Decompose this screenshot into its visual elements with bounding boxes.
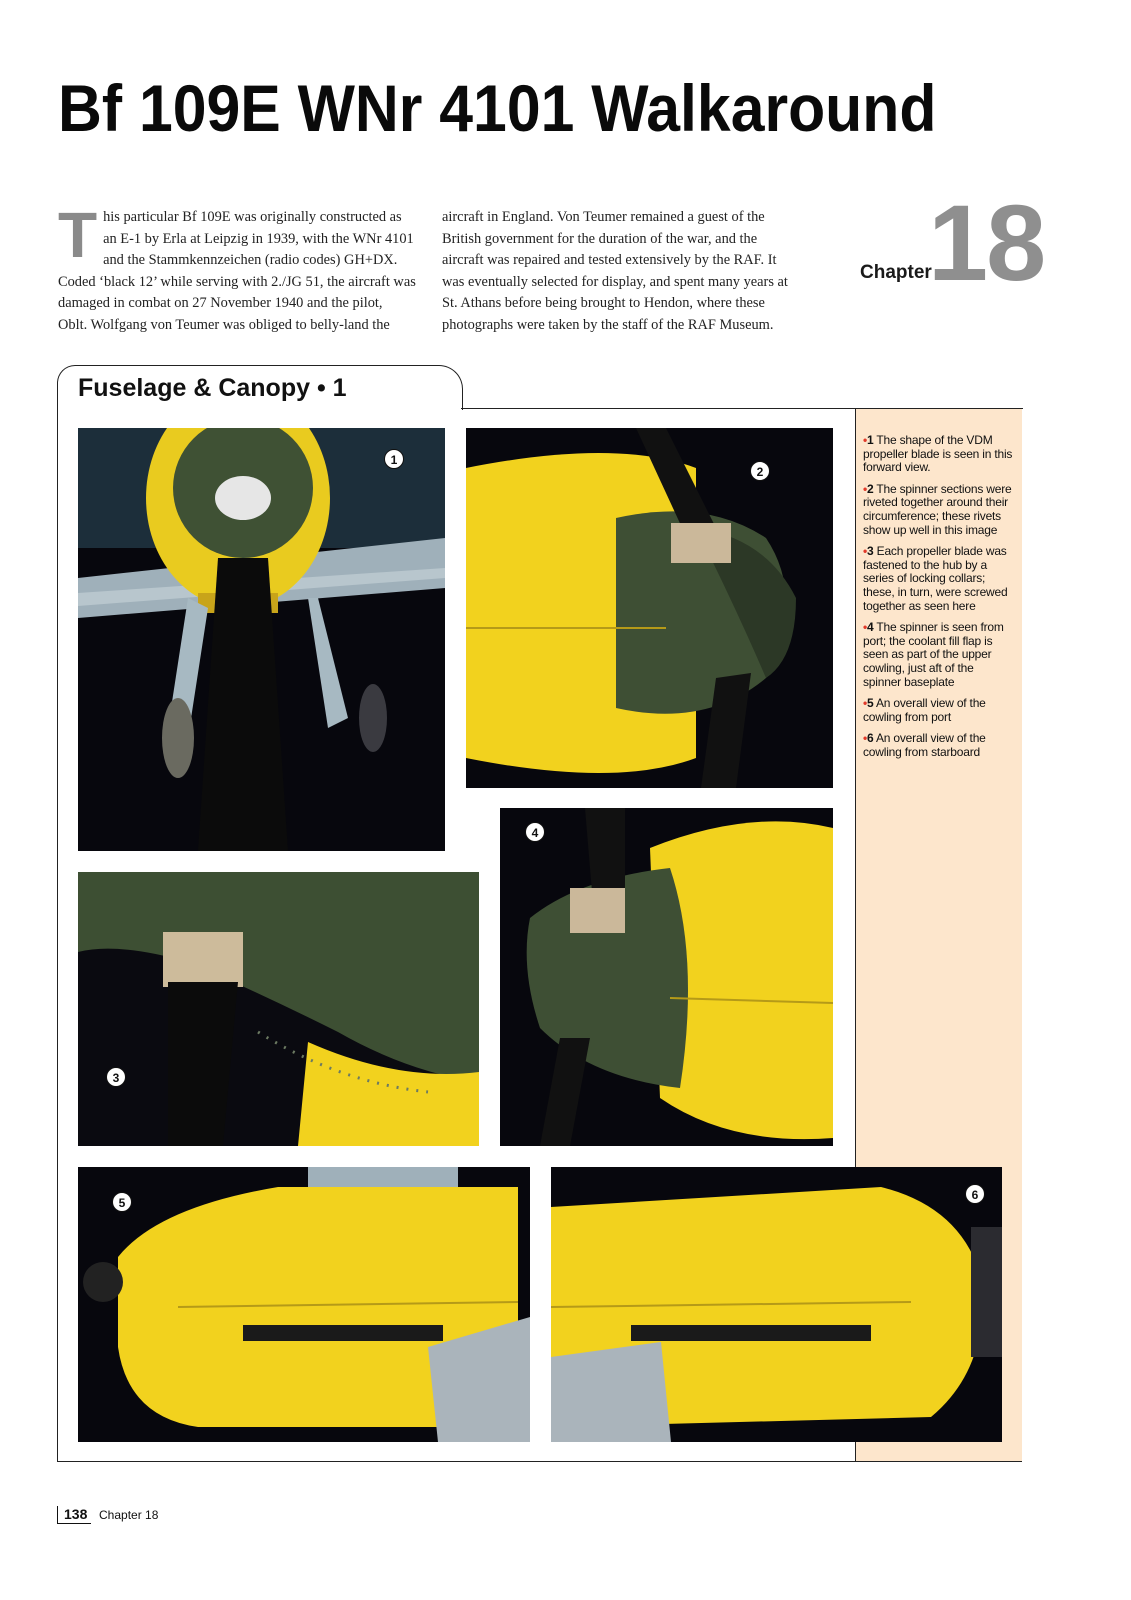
photo-locking-collars-image bbox=[78, 872, 479, 1146]
caption-number: 1 bbox=[867, 433, 874, 447]
intro-line: was eventually selected for display, and spent many years at bbox=[442, 273, 788, 290]
photo-number-badge: 2 bbox=[750, 461, 770, 481]
intro-line: photographs were taken by the staff of the RAF Museum. bbox=[442, 316, 774, 333]
intro-line: his particular Bf 109E was originally constructed as bbox=[103, 209, 402, 225]
intro-paragraph-2 bbox=[442, 207, 810, 337]
caption-number: 3 bbox=[867, 544, 874, 559]
photo-spinner-rivets bbox=[466, 428, 833, 788]
photo-spinner-port bbox=[500, 808, 833, 1146]
intro-line: Coded ‘black 12’ while serving with 2./JG 51, the aircraft was bbox=[58, 273, 416, 290]
intro-column-2 bbox=[442, 207, 810, 337]
caption-text: Each propeller blade was fastened to the hub by a series of locking collars; these, in turn, were screwed together as seen here bbox=[863, 544, 1008, 613]
caption-text: The spinner sections were riveted together around their circumference; these rivets show up well in this image bbox=[863, 481, 1012, 537]
caption-number: 6 bbox=[867, 731, 874, 746]
footer-chapter-label: Chapter 18 bbox=[99, 1508, 159, 1522]
photo-spinner-port-image bbox=[500, 808, 833, 1146]
photo-locking-collars bbox=[78, 872, 479, 1146]
page-number: 138 bbox=[57, 1506, 91, 1524]
intro-line: aircraft was repaired and tested extensively by the RAF. It bbox=[442, 252, 777, 269]
photo-cowling-starboard bbox=[551, 1167, 1002, 1442]
caption-item: •3 Each propeller blade was fastened to the hub by a series of locking collars; these, in turn, were screwed together as seen here bbox=[863, 544, 1008, 613]
photo-cowling-port-image bbox=[78, 1167, 530, 1442]
intro-line: and the Stammkennzeichen (radio codes) GH+DX. bbox=[103, 252, 398, 269]
caption-text: An overall view of the cowling from port bbox=[863, 696, 986, 724]
caption-number: 4 bbox=[867, 620, 874, 635]
photo-spinner-rivets-image bbox=[466, 428, 833, 788]
photo-number-badge: 3 bbox=[106, 1067, 126, 1087]
photo-number-badge: 6 bbox=[965, 1184, 985, 1204]
caption-text: An overall view of the cowling from starboard bbox=[863, 731, 986, 759]
intro-paragraph-1 bbox=[58, 199, 418, 337]
photo-number-badge: 1 bbox=[384, 449, 404, 469]
intro-line: Oblt. Wolfgang von Teumer was obliged to belly-land the bbox=[58, 316, 390, 333]
caption-item: •1 The shape of the VDM propeller blade is seen in this forward view. bbox=[863, 433, 1013, 475]
drop-cap: T bbox=[58, 199, 98, 271]
page-title: Bf 109E WNr 4101 Walkaround bbox=[58, 71, 937, 145]
caption-item: •5 An overall view of the cowling from port bbox=[863, 696, 986, 724]
intro-line: aircraft in England. Von Teumer remained a guest of the bbox=[442, 209, 765, 225]
section-title: Fuselage & Canopy • 1 bbox=[78, 374, 347, 402]
photo-number-badge: 4 bbox=[525, 822, 545, 842]
intro-line: British government for the duration of the war, and the bbox=[442, 230, 758, 247]
intro-line: damaged in combat on 27 November 1940 and the pilot, bbox=[58, 295, 383, 312]
caption-item: •6 An overall view of the cowling from starboard bbox=[863, 731, 986, 759]
caption-number: 5 bbox=[867, 696, 874, 711]
photo-number-badge: 5 bbox=[112, 1192, 132, 1212]
chapter-label: Chapter bbox=[860, 262, 932, 283]
caption-item: •4 The spinner is seen from port; the coolant fill flap is seen as part of the upper cowling, just aft of the spinner baseplate bbox=[863, 620, 1004, 689]
caption-number: 2 bbox=[867, 481, 874, 496]
caption-text: The spinner is seen from port; the coolant fill flap is seen as part of the upper cowling, just aft of the spinner baseplate bbox=[863, 620, 1004, 689]
photo-cowling-port bbox=[78, 1167, 530, 1442]
caption-list bbox=[863, 434, 1013, 767]
caption-item: •2 The spinner sections were riveted together around their circumference; these rivets show up well in this image bbox=[863, 481, 1012, 537]
intro-line: an E-1 by Erla at Leipzig in 1939, with the WNr 4101 bbox=[103, 230, 414, 247]
intro-line: St. Athans before being brought to Hendon, where these bbox=[442, 295, 765, 312]
caption-text: The shape of the VDM propeller blade is seen in this forward view. bbox=[863, 433, 1013, 475]
photo-front-view-image bbox=[78, 428, 445, 851]
photo-front-view bbox=[78, 428, 445, 851]
chapter-number: 18 bbox=[928, 182, 1045, 303]
photo-cowling-starboard-image bbox=[551, 1167, 1002, 1442]
intro-column-1 bbox=[58, 199, 418, 337]
